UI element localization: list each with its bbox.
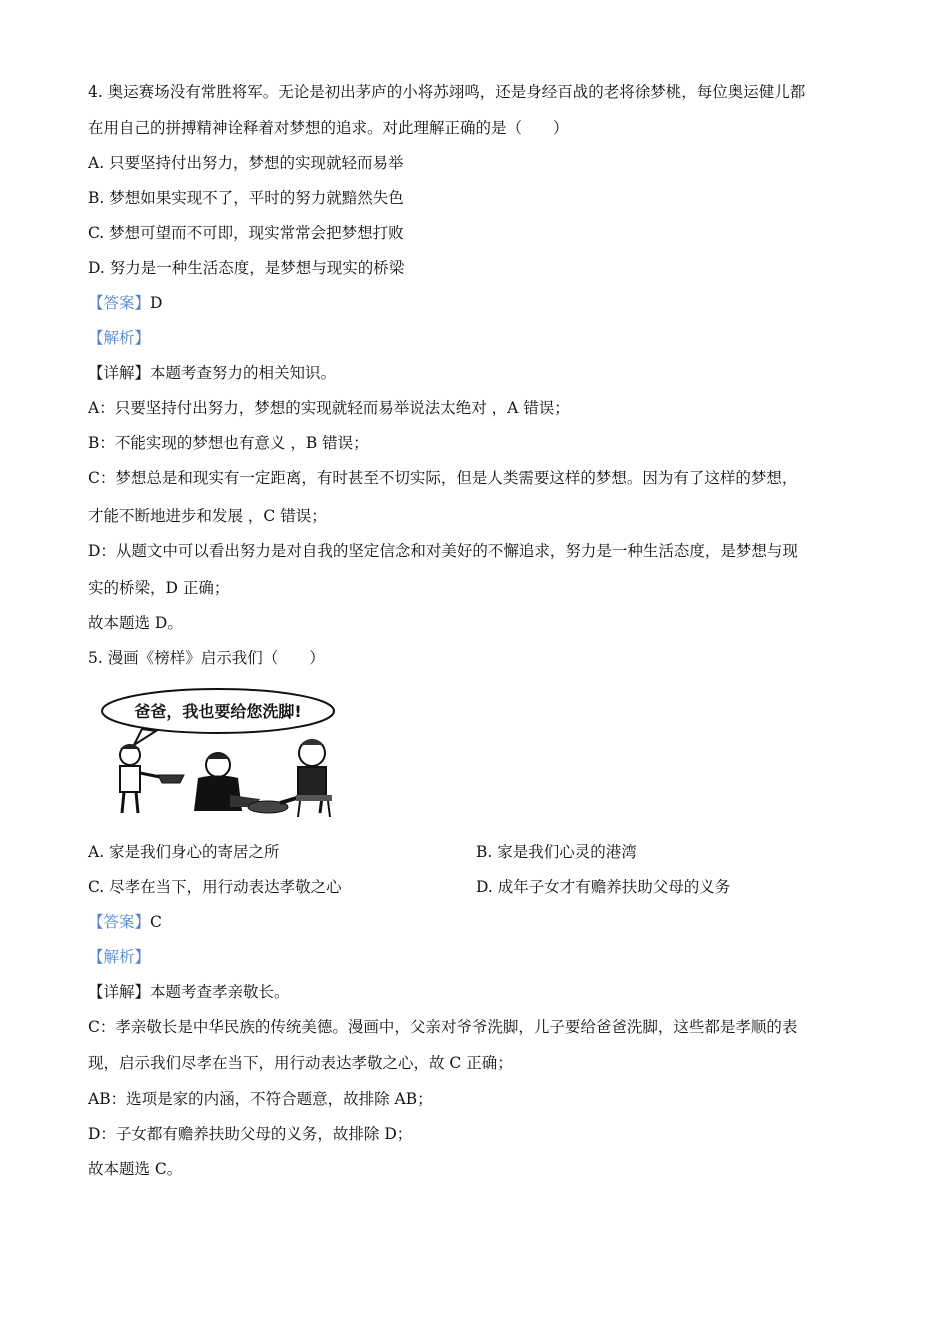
q4-explanation-d1: D：从题文中可以看出努力是对自我的坚定信念和对美好的不懈追求，努力是一种生活态度，是梦想与现 (88, 542, 798, 560)
detail-tag: 【详解】 (88, 983, 151, 1001)
q4-explanation-c1: C：梦想总是和现实有一定距离，有时甚至不切实际，但是人类需要这样的梦想。因为有了这样的梦想， (88, 469, 798, 487)
q4-explanation-c2: 才能不断地进步和发展 ，C 错误； (88, 507, 327, 525)
q5-conclusion: 故本题选 C。 (88, 1160, 183, 1178)
q4-answer (88, 293, 162, 313)
q5-option-a: A. 家是我们身心的寄居之所 (88, 843, 280, 861)
q4-option-c: C. 梦想可望而不可即，现实常常会把梦想打败 (88, 224, 404, 242)
q5-option-c: C. 尽孝在当下，用行动表达孝敬之心 (88, 878, 342, 896)
q5-analysis-tag: 【解析】 (88, 948, 151, 966)
answer-value: C (150, 913, 162, 931)
cartoon-image (100, 683, 350, 823)
q5-answer (88, 912, 162, 932)
q4-explanation-a: A：只要坚持付出努力，梦想的实现就轻而易举说法太绝对 ，A 错误； (88, 399, 570, 417)
q5-explanation-d: D：子女都有赡养扶助父母的义务，故排除 D； (88, 1125, 413, 1143)
detail-text: 本题考查努力的相关知识。 (150, 364, 337, 382)
q5-explanation-c2: 现，启示我们尽孝在当下，用行动表达孝敬之心，故 C 正确； (88, 1054, 513, 1072)
q4-explanation-d2: 实的桥梁，D 正确； (88, 579, 230, 597)
q5-stem: 5. 漫画《榜样》启示我们（ ） (88, 649, 325, 667)
q4-detail (88, 363, 336, 383)
q4-conclusion: 故本题选 D。 (88, 614, 183, 632)
answer-tag: 【答案】 (88, 294, 151, 312)
q5-explanation-c1: C：孝亲敬长是中华民族的传统美德。漫画中，父亲对爷爷洗脚，儿子要给爸爸洗脚，这些都是孝顺的表 (88, 1018, 798, 1036)
q5-detail (88, 982, 290, 1002)
q4-option-b: B. 梦想如果实现不了，平时的努力就黯然失色 (88, 189, 404, 207)
q5-option-b: B. 家是我们心灵的港湾 (476, 843, 637, 861)
speech-text: 爸爸，我也要给您洗脚! (134, 702, 302, 721)
answer-value: D (150, 294, 163, 312)
q5-explanation-ab: AB：选项是家的内涵，不符合题意，故排除 AB； (88, 1090, 433, 1108)
detail-tag: 【详解】 (88, 364, 151, 382)
q4-analysis-tag: 【解析】 (88, 329, 151, 347)
q4-option-a: A. 只要坚持付出努力，梦想的实现就轻而易举 (88, 154, 404, 172)
q4-explanation-b: B：不能实现的梦想也有意义 ，B 错误； (88, 434, 369, 452)
detail-text: 本题考查孝亲敬长。 (150, 983, 290, 1001)
q4-option-d: D. 努力是一种生活态度，是梦想与现实的桥梁 (88, 259, 405, 277)
q4-stem-line1: 4. 奥运赛场没有常胜将军。无论是初出茅庐的小将苏翊鸣，还是身经百战的老将徐梦桃，每位奥运健儿都 (88, 83, 806, 101)
q4-stem-line2: 在用自己的拼搏精神诠释着对梦想的追求。对此理解正确的是（ ） (88, 119, 569, 137)
q5-option-d: D. 成年子女才有赡养扶助父母的义务 (476, 878, 731, 896)
answer-tag: 【答案】 (88, 913, 151, 931)
